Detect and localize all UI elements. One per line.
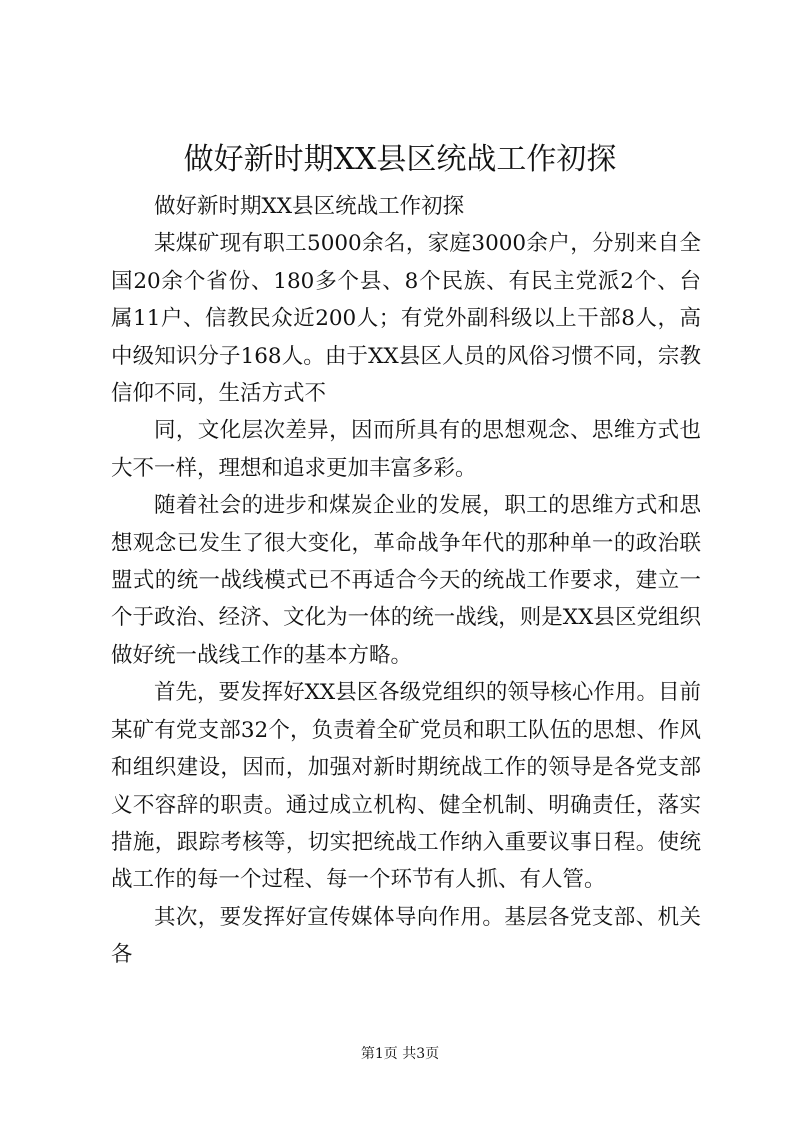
paragraph-second-measure: 其次，要发挥好宣传媒体导向作用。基层各党支部、机关各 xyxy=(111,904,701,968)
paragraph-diversity: 同，文化层次差异，因而所具有的思想观念、思维方式也大不一样，理想和追求更加丰富多彩。 xyxy=(111,418,701,481)
paragraph-workforce: 某煤矿现有职工5000余名，家庭3000余户，分别来自全国20余个省份、180多个县、8个民族、有民主党派2个、台属11户、信教民众近200人；有党外副科级以上干部8人，高中级知识分子168人。由于XX县区人员的风俗习惯不同，宗教信仰不同，生活方式不 xyxy=(111,231,701,407)
page-footer: 第1页 共3页 xyxy=(360,1046,440,1062)
paragraph-first-measure: 首先，要发挥好XX县区各级党组织的领导核心作用。目前某矿有党支部32个，负责着全矿党员和职工队伍的思想、作风和组织建设，因而，加强对新时期统战工作的领导是各党支部义不容辞的职责。通过成立机构、健全机制、明确责任，落实措施，跟踪考核等，切实把统战工作纳入重要议事日程。使统战工作的每一个过程、每一个环节有人抓、有人管。 xyxy=(111,680,701,893)
document-body xyxy=(111,188,701,974)
paragraph-strategy: 随着社会的进步和煤炭企业的发展，职工的思维方式和思想观念已发生了很大变化，革命战争年代的那种单一的政治联盟式的统一战线模式已不再适合今天的统战工作要求，建立一个于政治、经济、文化为一体的统一战线，则是XX县区党组织做好统一战线工作的基本方略。 xyxy=(111,493,701,668)
paragraph-subtitle: 做好新时期XX县区统战工作初探 xyxy=(154,194,465,219)
document-title: 做好新时期XX县区统战工作初探 xyxy=(183,142,617,177)
